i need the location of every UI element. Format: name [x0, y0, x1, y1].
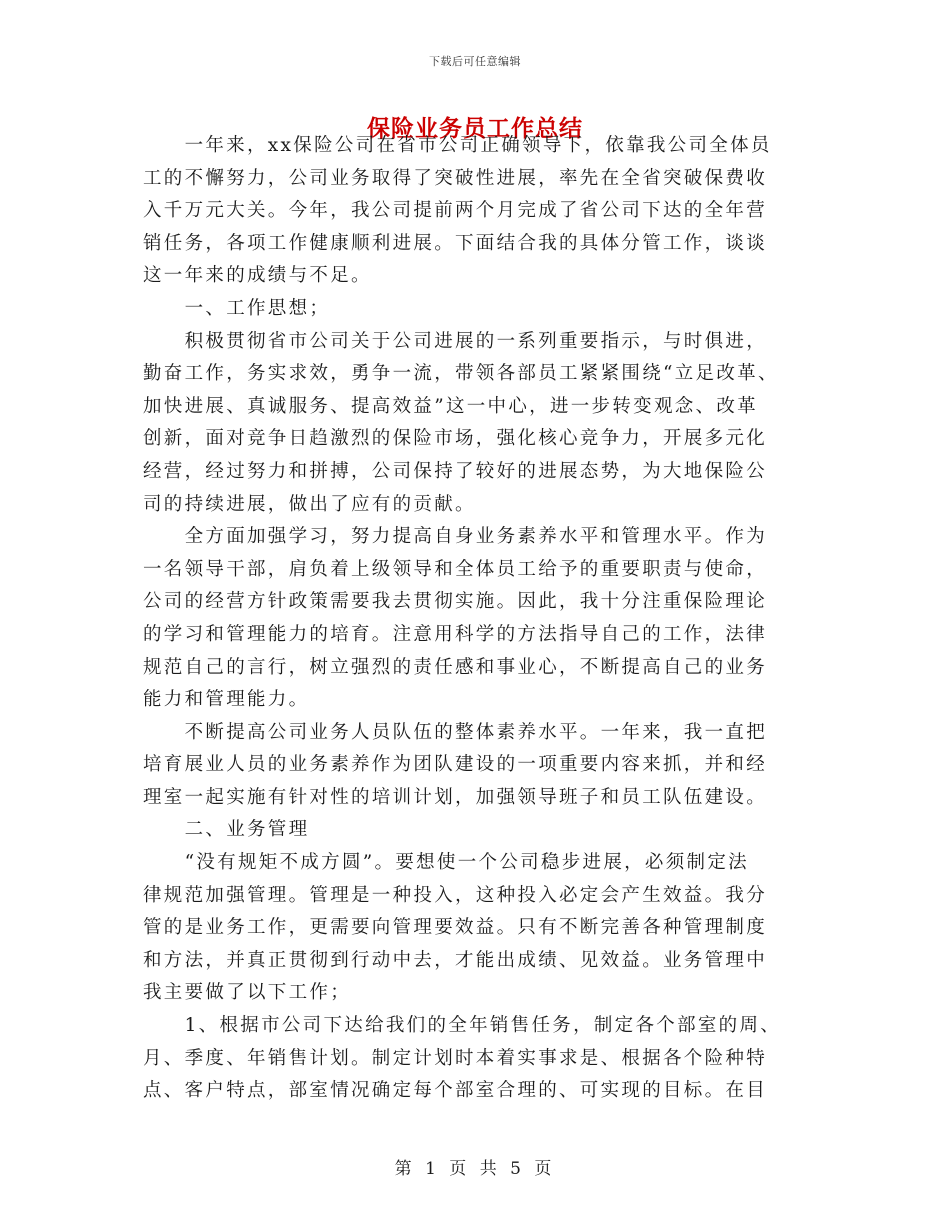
body-line: 月、季度、年销售计划。制定计划时本着实事求是、根据各个险种特: [143, 1047, 768, 1069]
body-line: “没有规矩不成方圆”。要想使一个公司稳步进展，必须制定法: [143, 852, 749, 874]
body-line: 理室一起实施有针对性的培训计划，加强领导班子和员工队伍建设。: [143, 786, 768, 808]
body-line: 和方法，并真正贯彻到行动中去，才能出成绩、见效益。业务管理中: [143, 949, 768, 971]
body-line: 点、客户特点，部室情况确定每个部室合理的、可实现的目标。在目: [143, 1080, 768, 1102]
body-line: 创新，面对竞争日趋激烈的保险市场，强化核心竞争力，开展多元化: [143, 428, 768, 450]
header-note: 下载后可任意编辑: [429, 55, 521, 68]
body-line: 的学习和管理能力的培育。注意用科学的方法指导自己的工作，法律: [143, 623, 768, 645]
document-title: 保险业务员工作总结: [367, 115, 583, 142]
body-line: 我主要做了以下工作；: [143, 982, 352, 1004]
body-line: 这一年来的成绩与不足。: [143, 265, 372, 287]
section-heading-business-management: 二、业务管理: [143, 819, 310, 841]
body-line: 能力和管理能力。: [143, 689, 310, 711]
body-line: 不断提高公司业务人员队伍的整体素养水平。一年来，我一直把: [143, 721, 768, 743]
body-line: 积极贯彻省市公司关于公司进展的一系列重要指示，与时俱进，: [143, 330, 768, 352]
body-line: 全方面加强学习，努力提高自身业务素养水平和管理水平。作为: [143, 526, 768, 548]
body-line: 公司的经营方针政策需要我去贯彻实施。因此，我十分注重保险理论: [143, 591, 768, 613]
page-footer: 第 1 页 共 5 页: [394, 1159, 556, 1179]
body-line: 培育展业人员的业务素养作为团队建设的一项重要内容来抓，并和经: [143, 754, 768, 776]
body-line: 销任务，各项工作健康顺利进展。下面结合我的具体分管工作，谈谈: [143, 232, 768, 254]
body-line: 律规范加强管理。管理是一种投入，这种投入必定会产生效益。我分: [143, 884, 768, 906]
section-heading-work-thought: 一、工作思想；: [143, 297, 331, 319]
document-body: [143, 130, 803, 1108]
body-line: 规范自己的言行，树立强烈的责任感和事业心，不断提高自己的业务: [143, 656, 768, 678]
body-line: 勤奋工作，务实求效，勇争一流，带领各部员工紧紧围绕“立足改革、: [143, 363, 779, 385]
body-line: 入千万元大关。今年，我公司提前两个月完成了省公司下达的全年营: [143, 200, 768, 222]
body-line: 管的是业务工作，更需要向管理要效益。只有不断完善各种管理制度: [143, 917, 768, 939]
body-line: 一年来，xx保险公司在省市公司正确领导下，依靠我公司全体员: [143, 135, 772, 156]
body-line: 司的持续进展，做出了应有的贡献。: [143, 493, 476, 515]
body-line: 加快进展、真诚服务、提高效益”这一中心，进一步转变观念、改革: [143, 395, 758, 417]
body-line: 1、根据市公司下达给我们的全年销售任务，制定各个部室的周、: [143, 1015, 782, 1037]
body-line: 工的不懈努力，公司业务取得了突破性进展，率先在全省突破保费收: [143, 167, 768, 189]
body-line: 经营，经过努力和拼搏，公司保持了较好的进展态势，为大地保险公: [143, 460, 768, 482]
body-line: 一名领导干部，肩负着上级领导和全体员工给予的重要职责与使命，: [143, 558, 768, 580]
